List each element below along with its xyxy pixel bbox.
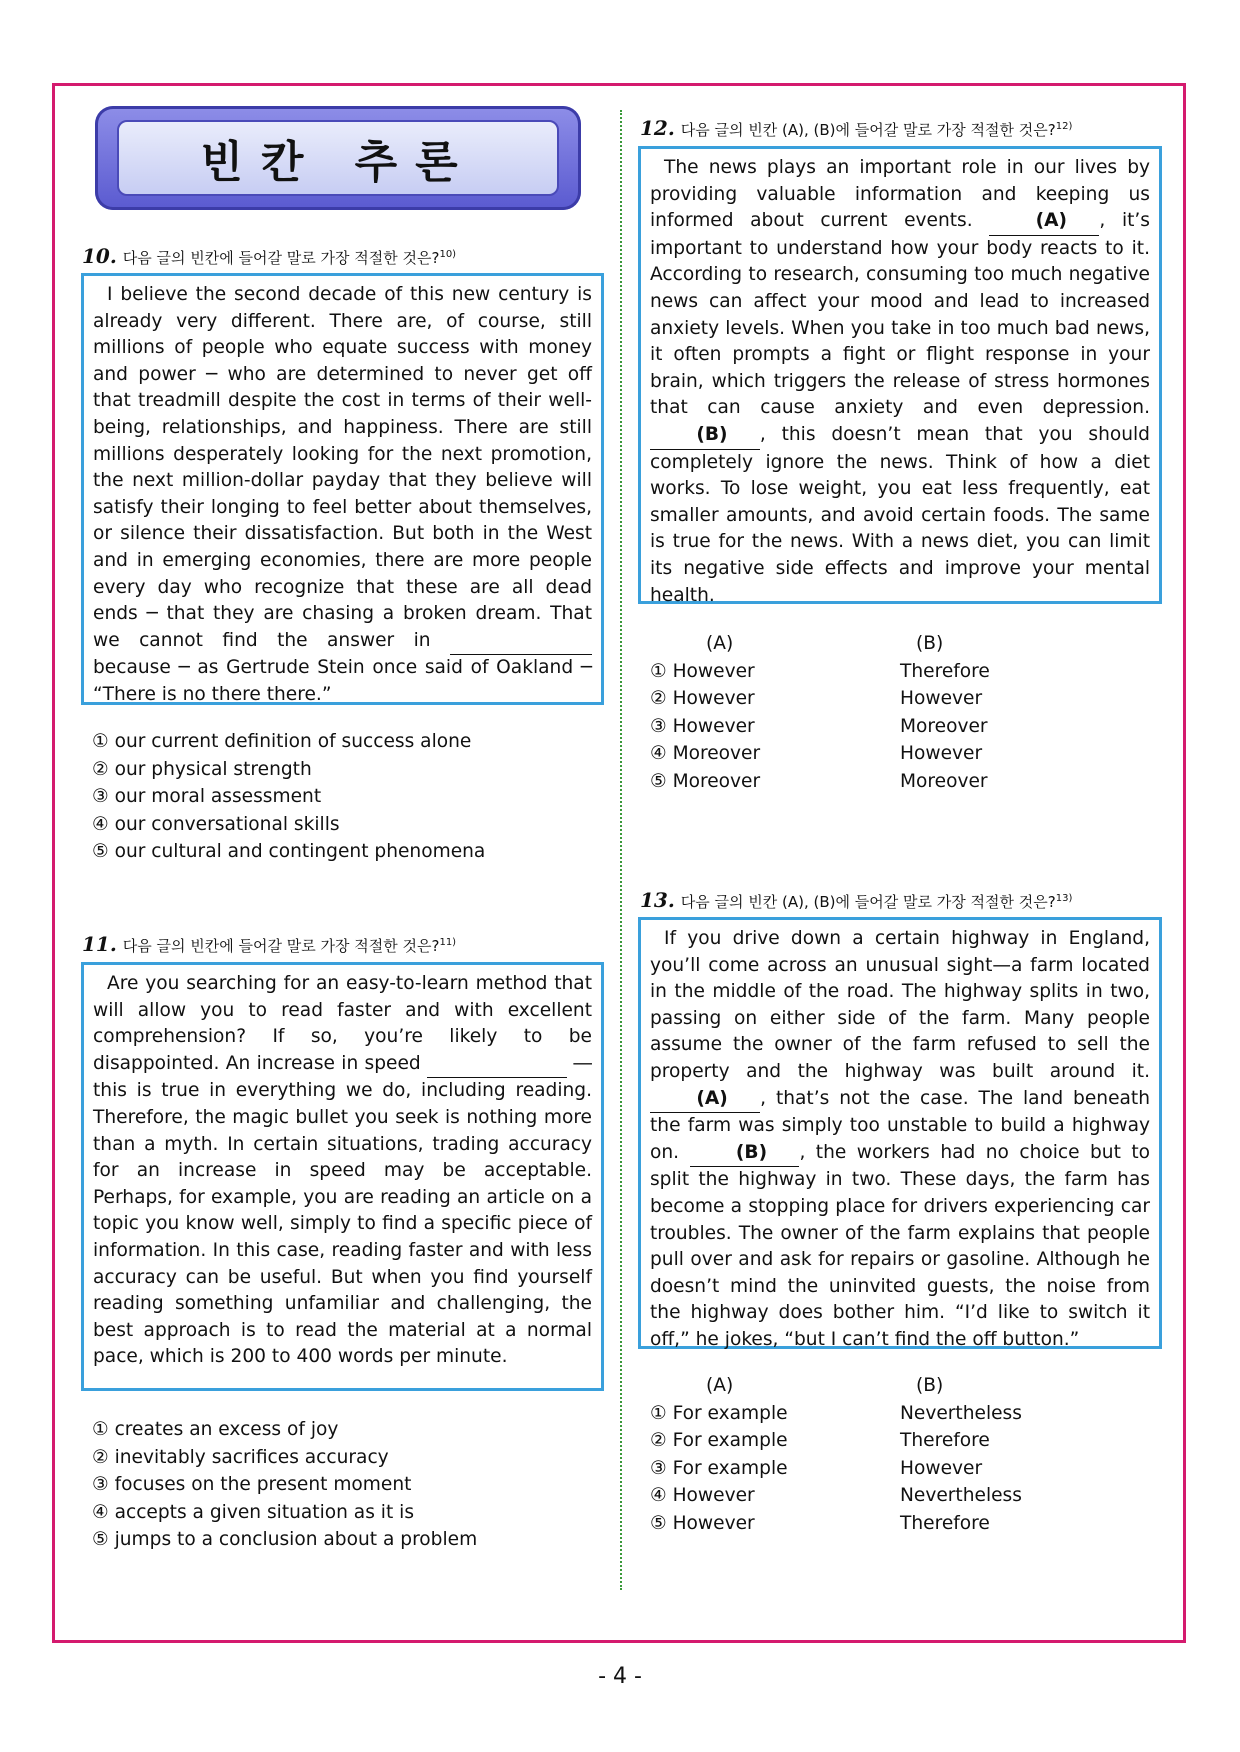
q12-blank-a	[989, 208, 1099, 236]
q13-option-1-b: Nevertheless	[900, 1402, 1022, 1424]
q10-option-2[interactable]: ② our physical strength	[92, 758, 312, 780]
q13-options-header	[650, 1372, 1022, 1400]
q12-option-2-b: However	[900, 688, 983, 709]
section-title-banner	[95, 106, 581, 210]
q13-option-2-a: ② For example	[650, 1430, 788, 1451]
q13-option-2-b: Therefore	[900, 1430, 990, 1451]
q13-number: 13.	[640, 888, 675, 912]
section-title: 빈칸 추론	[200, 137, 476, 188]
q10-header	[82, 244, 456, 268]
q11-option-2[interactable]: ② inevitably sacrifices accuracy	[92, 1446, 389, 1468]
q13-ref: 13)	[1055, 893, 1073, 904]
q13-header	[640, 888, 1072, 912]
q10-option-3[interactable]: ③ our moral assessment	[92, 786, 322, 807]
q11-text-1: Are you searching for an easy-to-learn method that will allow you to read faster and with excellent comprehension? If so, you’re likely to be disappointed. An increase in speed	[93, 973, 592, 1074]
q12-blank-a-label: (A)	[1035, 210, 1068, 232]
q13-passage	[638, 917, 1162, 1349]
q13-option-2[interactable]	[650, 1427, 1022, 1455]
q11-blank	[427, 1051, 567, 1079]
q11-prompt: 다음 글의 빈칸에 들어갈 말로 가장 적절한 것은?	[122, 937, 440, 955]
q13-option-3-b: However	[900, 1457, 983, 1479]
q13-option-5-b: Therefore	[900, 1512, 990, 1534]
q12-options-header	[650, 630, 990, 658]
q12-option-4-a: ④ Moreover	[650, 743, 761, 764]
q12-text-2: , it’s important to understand how your body reacts to it. According to research, consuming too much negative news can affect your mood and lead to increased anxiety levels. When you take in too much bad news, it often prompts a fight or flight response in your brain, which triggers the release of stress hormones that can cause anxiety and even depression.	[650, 210, 1150, 419]
q11-passage	[81, 962, 604, 1391]
q10-text-2: because ─ as Gertrude Stein once said of Oakland ─ “There is no there there.”	[93, 657, 592, 705]
q12-number: 12.	[640, 116, 675, 140]
q11-number: 11.	[82, 932, 117, 956]
q12-option-5-b: Moreover	[900, 770, 988, 792]
q10-option-5[interactable]: ⑤ our cultural and contingent phenomena	[92, 841, 486, 862]
q10-blank	[450, 628, 592, 656]
q12-blank-b-label: (B)	[696, 423, 728, 445]
q13-option-1[interactable]	[650, 1400, 1022, 1428]
q10-passage	[81, 273, 604, 705]
q12-option-3-a: ③ However	[650, 715, 755, 737]
q13-option-4-a: ④ However	[650, 1485, 755, 1506]
q11-ref: 11)	[439, 937, 457, 948]
page-number: - 4 -	[598, 1664, 642, 1689]
q12-option-2[interactable]	[650, 685, 990, 713]
q10-options	[92, 728, 485, 866]
q12-text-3: , this doesn’t mean that you should completely ignore the news. Think of how a diet works. To lose weight, you eat less frequently, eat smaller amounts, and avoid certain foods. The same is true for the news. With a news diet, you can limit its negative side effects and improve your mental health.	[650, 423, 1150, 606]
column-divider	[620, 110, 622, 1590]
q12-ref: 12)	[1055, 121, 1073, 132]
q11-option-5[interactable]: ⑤ jumps to a conclusion about a problem	[92, 1529, 478, 1550]
q12-option-5[interactable]	[650, 768, 990, 796]
q12-header-b: (B)	[916, 633, 944, 654]
q11-header	[82, 932, 456, 956]
q13-blank-a	[650, 1086, 760, 1114]
q13-option-4-b: Nevertheless	[900, 1485, 1022, 1506]
q10-ref: 10)	[439, 249, 457, 260]
q12-prompt: 다음 글의 빈칸 (A), (B)에 들어갈 말로 가장 적절한 것은?	[680, 121, 1056, 139]
q12-option-2-a: ② However	[650, 688, 755, 709]
q11-options	[92, 1416, 477, 1554]
q12-option-1-a: ① However	[650, 660, 755, 682]
q13-header-b: (B)	[916, 1375, 944, 1396]
q10-text-1: I believe the second decade of this new century is already very different. There are, of course, still millions of people who equate success with money and power ─ who are determined to never get off that treadmill despite the cost in terms of their well-being, relationships, and happiness. There are still millions desperately looking for the next promotion, the next million-dollar payday that they believe will satisfy their longing to feel better about themselves, or silence their dissatisfaction. But both in the West and in emerging economies, there are more people every day who recognize that these are all dead ends ─ that they are chasing a broken dream. That we cannot find the answer in	[93, 284, 592, 651]
q13-text-1: If you drive down a certain highway in England, you’ll come across an unusual sight—a farm located in the middle of the road. The highway splits in two, passing on either side of the farm. Many people assume the owner of the farm refused to sell the property and the highway was built around it.	[650, 928, 1150, 1082]
q13-option-1-a: ① For example	[650, 1402, 788, 1424]
q11-option-4[interactable]: ④ accepts a given situation as it is	[92, 1501, 415, 1523]
q13-blank-b	[690, 1140, 800, 1168]
q12-option-3-b: Moreover	[900, 715, 988, 737]
q12-option-4-b: However	[900, 743, 983, 764]
q13-prompt: 다음 글의 빈칸 (A), (B)에 들어갈 말로 가장 적절한 것은?	[680, 893, 1056, 911]
q11-option-3[interactable]: ③ focuses on the present moment	[92, 1474, 412, 1495]
q11-option-1[interactable]: ① creates an excess of joy	[92, 1419, 339, 1440]
q12-options	[650, 630, 990, 795]
q12-option-3[interactable]	[650, 713, 990, 741]
q12-option-5-a: ⑤ Moreover	[650, 770, 761, 792]
q13-option-3[interactable]	[650, 1455, 1022, 1483]
q13-blank-b-label: (B)	[735, 1141, 768, 1163]
q10-number: 10.	[82, 244, 117, 268]
q13-text-3: , the workers had no choice but to split the highway in two. These days, the farm has become a stopping place for drivers experiencing car troubles. The owner of the farm explains that people pull over and ask for repairs or gasoline. Although he doesn’t mind the uninvited guests, the noise from the highway does bother him. “I’d like to switch it off,” he jokes, “but I can’t find the off button.”	[650, 1141, 1150, 1350]
q13-text-2: , that’s not the case. The land beneath the farm was simply too unstable to build a highway on.	[650, 1087, 1150, 1163]
q10-option-4[interactable]: ④ our conversational skills	[92, 813, 340, 835]
q13-options	[650, 1372, 1022, 1537]
q13-header-a: (A)	[706, 1375, 734, 1396]
q12-header	[640, 116, 1072, 140]
q12-option-1-b: Therefore	[900, 660, 990, 682]
q12-text-1: The news plays an important role in our lives by providing valuable information and keeping us informed about current events.	[650, 157, 1150, 232]
q13-option-3-a: ③ For example	[650, 1457, 788, 1479]
q12-passage	[638, 146, 1162, 604]
q12-option-4[interactable]	[650, 740, 990, 768]
q12-blank-b	[650, 422, 760, 450]
q11-text-2: ― this is true in everything we do, including reading. Therefore, the magic bullet you seek is nothing more than a myth. In certain situations, trading accuracy for an increase in speed may be acceptable. Perhaps, for example, you are reading an article on a topic you know well, simply to find a specific piece of information. In this case, reading faster and with less accuracy can be useful. But when you find yourself reading something unfamiliar and challenging, the best approach is to read the material at a normal pace, which is 200 to 400 words per minute.	[93, 1052, 592, 1368]
q10-option-1[interactable]: ① our current definition of success alone	[92, 731, 472, 752]
q12-option-1[interactable]	[650, 658, 990, 686]
q13-blank-a-label: (A)	[696, 1087, 728, 1109]
q10-prompt: 다음 글의 빈칸에 들어갈 말로 가장 적절한 것은?	[122, 249, 440, 267]
q12-header-a: (A)	[706, 633, 734, 654]
q13-option-4[interactable]	[650, 1482, 1022, 1510]
q13-option-5-a: ⑤ However	[650, 1512, 755, 1534]
q13-option-5[interactable]	[650, 1510, 1022, 1538]
section-title-panel	[117, 120, 559, 196]
